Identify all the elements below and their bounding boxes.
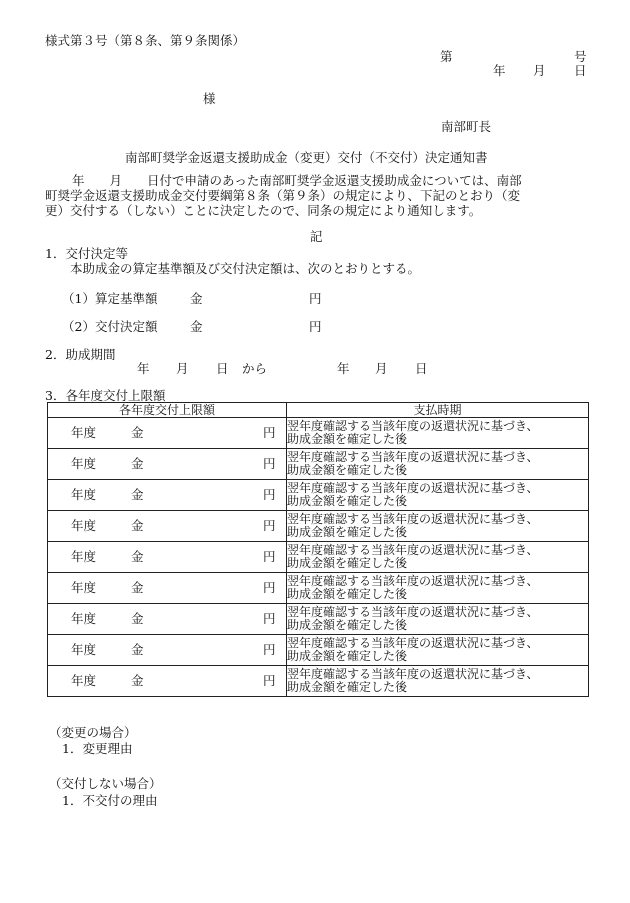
payment-line-2: 助成金額を確定した後	[287, 463, 408, 477]
table-row	[48, 635, 589, 666]
payment-timing-cell	[287, 449, 589, 480]
period-start-month: 月	[176, 361, 189, 376]
nendo-label: 年度	[71, 549, 97, 564]
table-row	[48, 418, 589, 449]
period-end-month: 月	[375, 361, 388, 376]
payment-timing-cell	[287, 666, 589, 697]
doc-number-suffix: 号	[574, 49, 587, 64]
period-end-year: 年	[337, 361, 350, 376]
kin-label: 金	[131, 611, 144, 626]
limit-cell	[48, 418, 287, 449]
limit-cell	[48, 511, 287, 542]
nonpay-case-heading: （交付しない場合）	[49, 776, 162, 791]
payment-line-1: 翌年度確認する当該年度の返還状況に基づき、	[287, 667, 539, 681]
payment-line-2: 助成金額を確定した後	[287, 494, 408, 508]
limit-cell	[48, 480, 287, 511]
date-month: 月	[533, 63, 546, 78]
table-row	[48, 480, 589, 511]
kin-label: 金	[131, 425, 144, 440]
kin-label: 金	[131, 456, 144, 471]
body-line-3: 更）交付する（しない）ことに決定したので、同条の規定により通知します。	[45, 203, 482, 218]
body-line-2: 町奨学金返還支援助成金交付要綱第８条（第９条）の規定により、下記のとおり（変	[45, 188, 521, 203]
payment-line-2: 助成金額を確定した後	[287, 432, 408, 446]
doc-number-prefix: 第	[440, 49, 453, 64]
yen-label: 円	[263, 487, 276, 502]
payment-line-2: 助成金額を確定した後	[287, 587, 408, 601]
nendo-label: 年度	[71, 611, 97, 626]
nendo-label: 年度	[71, 580, 97, 595]
annual-limit-table	[47, 402, 589, 697]
table-header-row	[48, 403, 589, 418]
period-end-day: 日	[415, 361, 428, 376]
base-amount-kin: 金	[190, 291, 203, 306]
kin-label: 金	[131, 549, 144, 564]
decided-amount-kin: 金	[190, 319, 203, 334]
nonpay-reason-label: 1．不交付の理由	[62, 793, 158, 808]
yen-label: 円	[263, 518, 276, 533]
limit-cell	[48, 666, 287, 697]
table-row	[48, 666, 589, 697]
payment-line-1: 翌年度確認する当該年度の返還状況に基づき、	[287, 419, 539, 433]
payment-line-2: 助成金額を確定した後	[287, 649, 408, 663]
payment-line-2: 助成金額を確定した後	[287, 680, 408, 694]
kin-label: 金	[131, 642, 144, 657]
yen-label: 円	[263, 642, 276, 657]
yen-label: 円	[263, 580, 276, 595]
period-start-day: 日	[216, 361, 229, 376]
period-start-year: 年	[137, 361, 150, 376]
nendo-label: 年度	[71, 642, 97, 657]
yen-label: 円	[263, 456, 276, 471]
decided-amount-label: （2）交付決定額	[62, 319, 158, 334]
yen-label: 円	[263, 549, 276, 564]
payment-line-1: 翌年度確認する当該年度の返還状況に基づき、	[287, 636, 539, 650]
table-row	[48, 542, 589, 573]
kin-label: 金	[131, 518, 144, 533]
payment-timing-cell	[287, 418, 589, 449]
table-row	[48, 573, 589, 604]
body-line-1: 年 月 日付で申請のあった南部町奨学金返還支援助成金については、南部	[72, 173, 522, 188]
addressee-suffix: 様	[203, 91, 216, 106]
payment-line-2: 助成金額を確定した後	[287, 556, 408, 570]
payment-timing-cell	[287, 573, 589, 604]
payment-line-2: 助成金額を確定した後	[287, 618, 408, 632]
ki-heading: 記	[310, 229, 323, 244]
payment-timing-cell	[287, 635, 589, 666]
payment-timing-cell	[287, 542, 589, 573]
limit-cell	[48, 604, 287, 635]
payment-line-2: 助成金額を確定した後	[287, 525, 408, 539]
kin-label: 金	[131, 487, 144, 502]
date-year: 年	[493, 63, 506, 78]
nendo-label: 年度	[71, 518, 97, 533]
payment-line-1: 翌年度確認する当該年度の返還状況に基づき、	[287, 605, 539, 619]
section3-heading: 3．各年度交付上限額	[45, 388, 166, 403]
decided-amount-yen: 円	[309, 319, 322, 334]
yen-label: 円	[263, 673, 276, 688]
table-row	[48, 449, 589, 480]
change-reason-label: 1．変更理由	[62, 741, 133, 756]
payment-line-1: 翌年度確認する当該年度の返還状況に基づき、	[287, 481, 539, 495]
section1-heading: 1．交付決定等	[45, 246, 128, 261]
period-from: から	[242, 361, 268, 376]
column-header-payment-timing: 支払時期	[287, 403, 589, 418]
payment-line-1: 翌年度確認する当該年度の返還状況に基づき、	[287, 543, 539, 557]
kin-label: 金	[131, 580, 144, 595]
section1-text: 本助成金の算定基準額及び交付決定額は、次のとおりとする。	[70, 261, 421, 276]
section2-heading: 2．助成期間	[45, 347, 116, 362]
yen-label: 円	[263, 425, 276, 440]
payment-line-1: 翌年度確認する当該年度の返還状況に基づき、	[287, 512, 539, 526]
issuer: 南部町長	[441, 119, 492, 134]
document-title: 南部町奨学金返還支援助成金（変更）交付（不交付）決定通知書	[125, 150, 488, 165]
base-amount-yen: 円	[309, 291, 322, 306]
limit-cell	[48, 573, 287, 604]
table-row	[48, 604, 589, 635]
table-row	[48, 511, 589, 542]
payment-timing-cell	[287, 511, 589, 542]
payment-line-1: 翌年度確認する当該年度の返還状況に基づき、	[287, 450, 539, 464]
base-amount-label: （1）算定基準額	[62, 291, 158, 306]
limit-cell	[48, 635, 287, 666]
form-number: 様式第３号（第８条、第９条関係）	[45, 33, 246, 48]
change-case-heading: （変更の場合）	[49, 725, 137, 740]
payment-line-1: 翌年度確認する当該年度の返還状況に基づき、	[287, 574, 539, 588]
payment-timing-cell	[287, 604, 589, 635]
nendo-label: 年度	[71, 673, 97, 688]
date-day: 日	[574, 63, 587, 78]
column-header-limit: 各年度交付上限額	[48, 403, 287, 418]
nendo-label: 年度	[71, 425, 97, 440]
yen-label: 円	[263, 611, 276, 626]
limit-cell	[48, 449, 287, 480]
nendo-label: 年度	[71, 456, 97, 471]
payment-timing-cell	[287, 480, 589, 511]
kin-label: 金	[131, 673, 144, 688]
nendo-label: 年度	[71, 487, 97, 502]
limit-cell	[48, 542, 287, 573]
